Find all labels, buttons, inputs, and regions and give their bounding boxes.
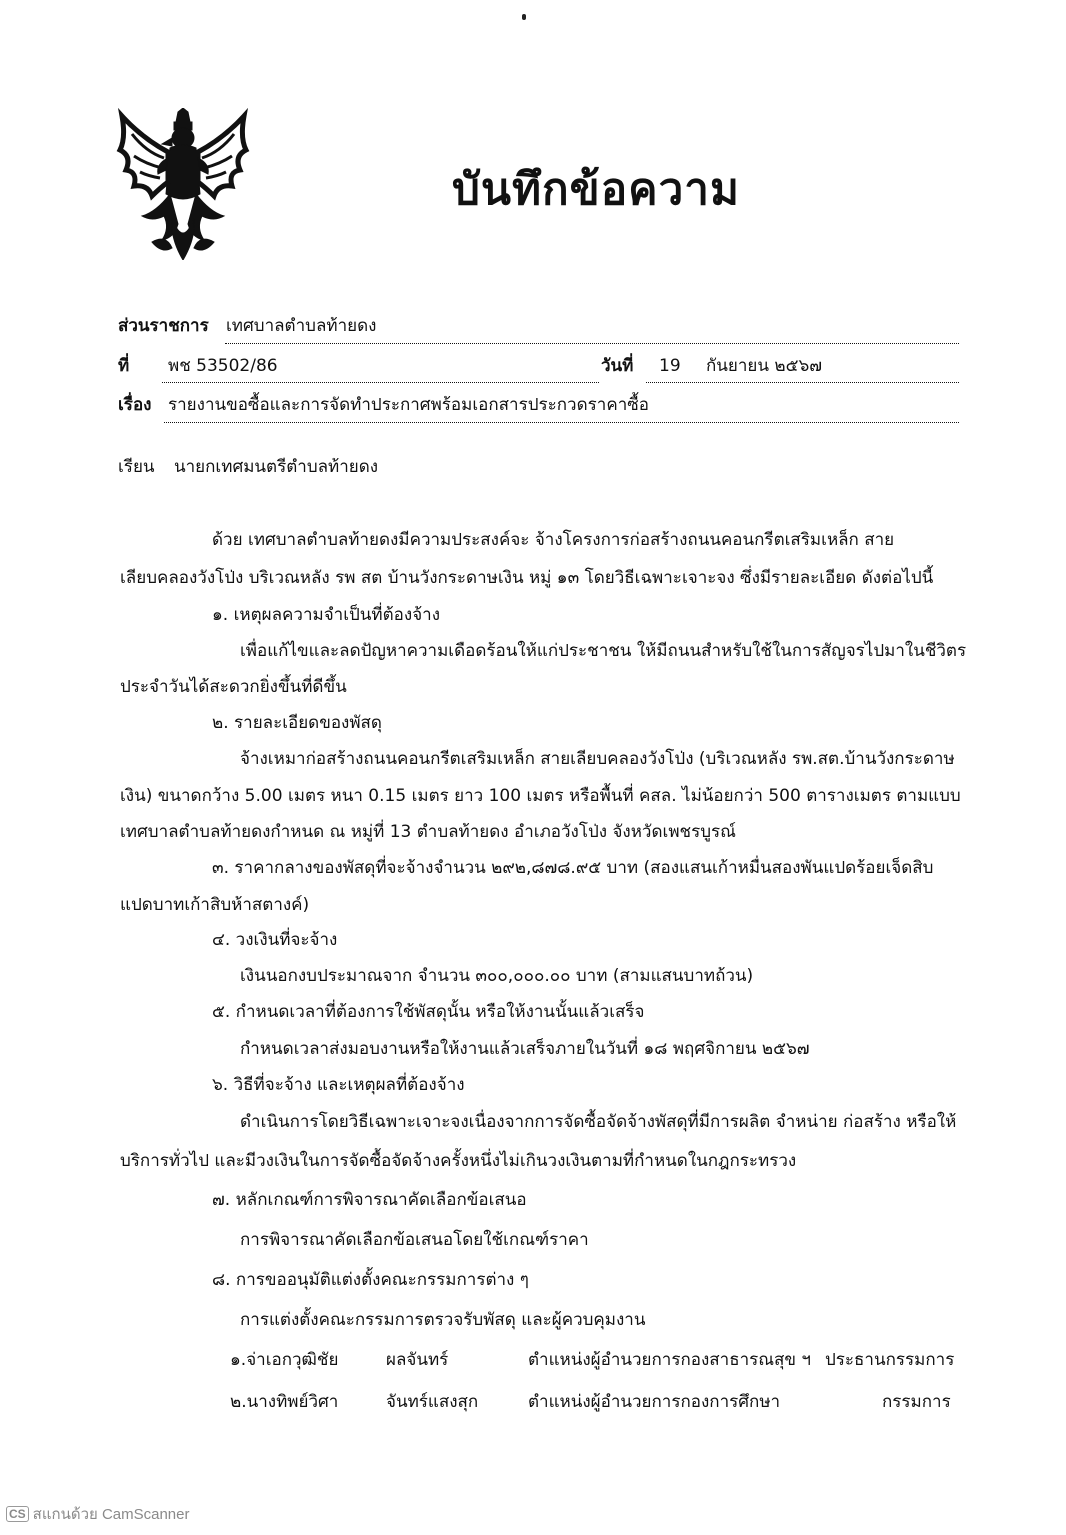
ref-label: ที่ [118,356,130,376]
garuda-emblem-icon [112,108,254,260]
intro-line-2: เลียบคลองวังโป่ง บริเวณหลัง รพ สต บ้านวังกระดาษเงิน หมู่ ๑๓ โดยวิธีเฉพาะเจาะจง ซึ่งมีรายละเอียด ดังต่อไปนี้ [120,568,934,588]
section-4-line-1: เงินนอกงบประมาณจาก จำนวน ๓๐๐,๐๐๐.๐๐ บาท (สามแสนบาทถ้วน) [240,966,754,986]
scan-speck [522,14,526,20]
committee-1-name: ๑.จ่าเอกวุฒิชัย [230,1350,339,1370]
section-3-line-2: แปดบาทเก้าสิบห้าสตางค์) [120,895,310,915]
section-1-heading: ๑. เหตุผลความจำเป็นที่ต้องจ้าง [212,605,440,625]
agency-dotted-line [225,343,959,344]
subject-label: เรื่อง [118,395,152,415]
camscanner-text: สแกนด้วย CamScanner [32,1506,190,1523]
agency-label: ส่วนราชการ [118,316,209,336]
section-2-heading: ๒. รายละเอียดของพัสดุ [212,713,382,733]
committee-1-role: ประธานกรรมการ [825,1350,955,1370]
ref-number: พช 53502/86 [168,356,278,376]
section-2-line-1: จ้างเหมาก่อสร้างถนนคอนกรีตเสริมเหล็ก สายเลียบคลองวังโป่ง (บริเวณหลัง รพ.สต.บ้านวังกระดาษ [240,749,955,769]
committee-2-role: กรรมการ [882,1392,951,1412]
to-label: เรียน [118,457,155,477]
section-8-heading: ๘. การขออนุมัติแต่งตั้งคณะกรรมการต่าง ๆ [212,1270,529,1290]
date-label: วันที่ [601,356,634,376]
section-5-line-1: กำหนดเวลาส่งมอบงานหรือให้งานแล้วเสร็จภายในวันที่ ๑๘ พฤศจิกายน ๒๕๖๗ [240,1039,810,1059]
section-2-line-2: เงิน) ขนาดกว้าง 5.00 เมตร หนา 0.15 เมตร ยาว 100 เมตร หรือพื้นที่ คสล. ไม่น้อยกว่า 500 ตารางเมตร ตามแบบ [120,786,961,806]
committee-2-surname: จันทร์แสงสุก [386,1392,479,1412]
section-3-line-1: ๓. ราคากลางของพัสดุที่จะจ้างจำนวน ๒๙๒,๘๗๘.๙๕ บาท (สองแสนเก้าหมื่นสองพันแปดร้อยเจ็ดสิบ [212,858,934,878]
intro-line-1: ด้วย เทศบาลตำบลท้ายดงมีความประสงค์จะ จ้างโครงการก่อสร้างถนนคอนกรีตเสริมเหล็ก สาย [212,530,895,550]
committee-2-name: ๒.นางทิพย์วิศา [230,1392,339,1412]
section-4-heading: ๔. วงเงินที่จะจ้าง [212,930,338,950]
section-2-line-3: เทศบาลตำบลท้ายดงกำหนด ณ หมู่ที่ 13 ตำบลท้ายดง อำเภอวังโป่ง จังหวัดเพชรบูรณ์ [120,822,736,842]
camscanner-badge: CS [6,1506,29,1522]
camscanner-watermark [6,1502,190,1526]
section-1-line-2: ประจำวันได้สะดวกยิ่งขึ้นที่ดีขึ้น [120,677,347,697]
section-1-line-1: เพื่อแก้ไขและลดปัญหาความเดือดร้อนให้แก่ประชาชน ให้มีถนนสำหรับใช้ในการสัญจรไปมาในชีวิตร [240,641,967,661]
date-day: 19 [659,356,681,376]
subject-dotted-line [164,422,959,423]
section-5-heading: ๕. กำหนดเวลาที่ต้องการใช้พัสดุนั้น หรือให้งานนั้นแล้วเสร็จ [212,1002,645,1022]
section-8-line-1: การแต่งตั้งคณะกรรมการตรวจรับพัสดุ และผู้ควบคุมงาน [240,1310,646,1330]
section-6-line-2: บริการทั่วไป และมีวงเงินในการจัดซื้อจัดจ้างครั้งหนึ่งไม่เกินวงเงินตามที่กำหนดในกฎกระทรวง [120,1151,797,1171]
date-dotted-line [646,382,959,383]
section-7-line-1: การพิจารณาคัดเลือกข้อเสนอโดยใช้เกณฑ์ราคา [240,1230,589,1250]
to-value: นายกเทศมนตรีตำบลท้ายดง [174,457,379,477]
committee-1-surname: ผลจันทร์ [386,1350,449,1370]
committee-1-position: ตำแหน่งผู้อำนวยการกองสาธารณสุข ฯ [528,1350,811,1370]
ref-dotted-line [162,382,599,383]
section-6-heading: ๖. วิธีที่จะจ้าง และเหตุผลที่ต้องจ้าง [212,1075,465,1095]
section-7-heading: ๗. หลักเกณฑ์การพิจารณาคัดเลือกข้อเสนอ [212,1190,527,1210]
date-month-year: กันยายน ๒๕๖๗ [706,356,823,376]
section-6-line-1: ดำเนินการโดยวิธีเฉพาะเจาะจงเนื่องจากการจัดซื้อจัดจ้างพัสดุที่มีการผลิต จำหน่าย ก่อสร้าง หรือให้ [240,1112,957,1132]
agency-value: เทศบาลตำบลท้ายดง [226,316,377,336]
memo-title: บันทึกข้อความ [452,164,741,215]
committee-2-position: ตำแหน่งผู้อำนวยการกองการศึกษา [528,1392,781,1412]
subject-value: รายงานขอซื้อและการจัดทำประกาศพร้อมเอกสารประกวดราคาซื้อ [168,395,649,415]
